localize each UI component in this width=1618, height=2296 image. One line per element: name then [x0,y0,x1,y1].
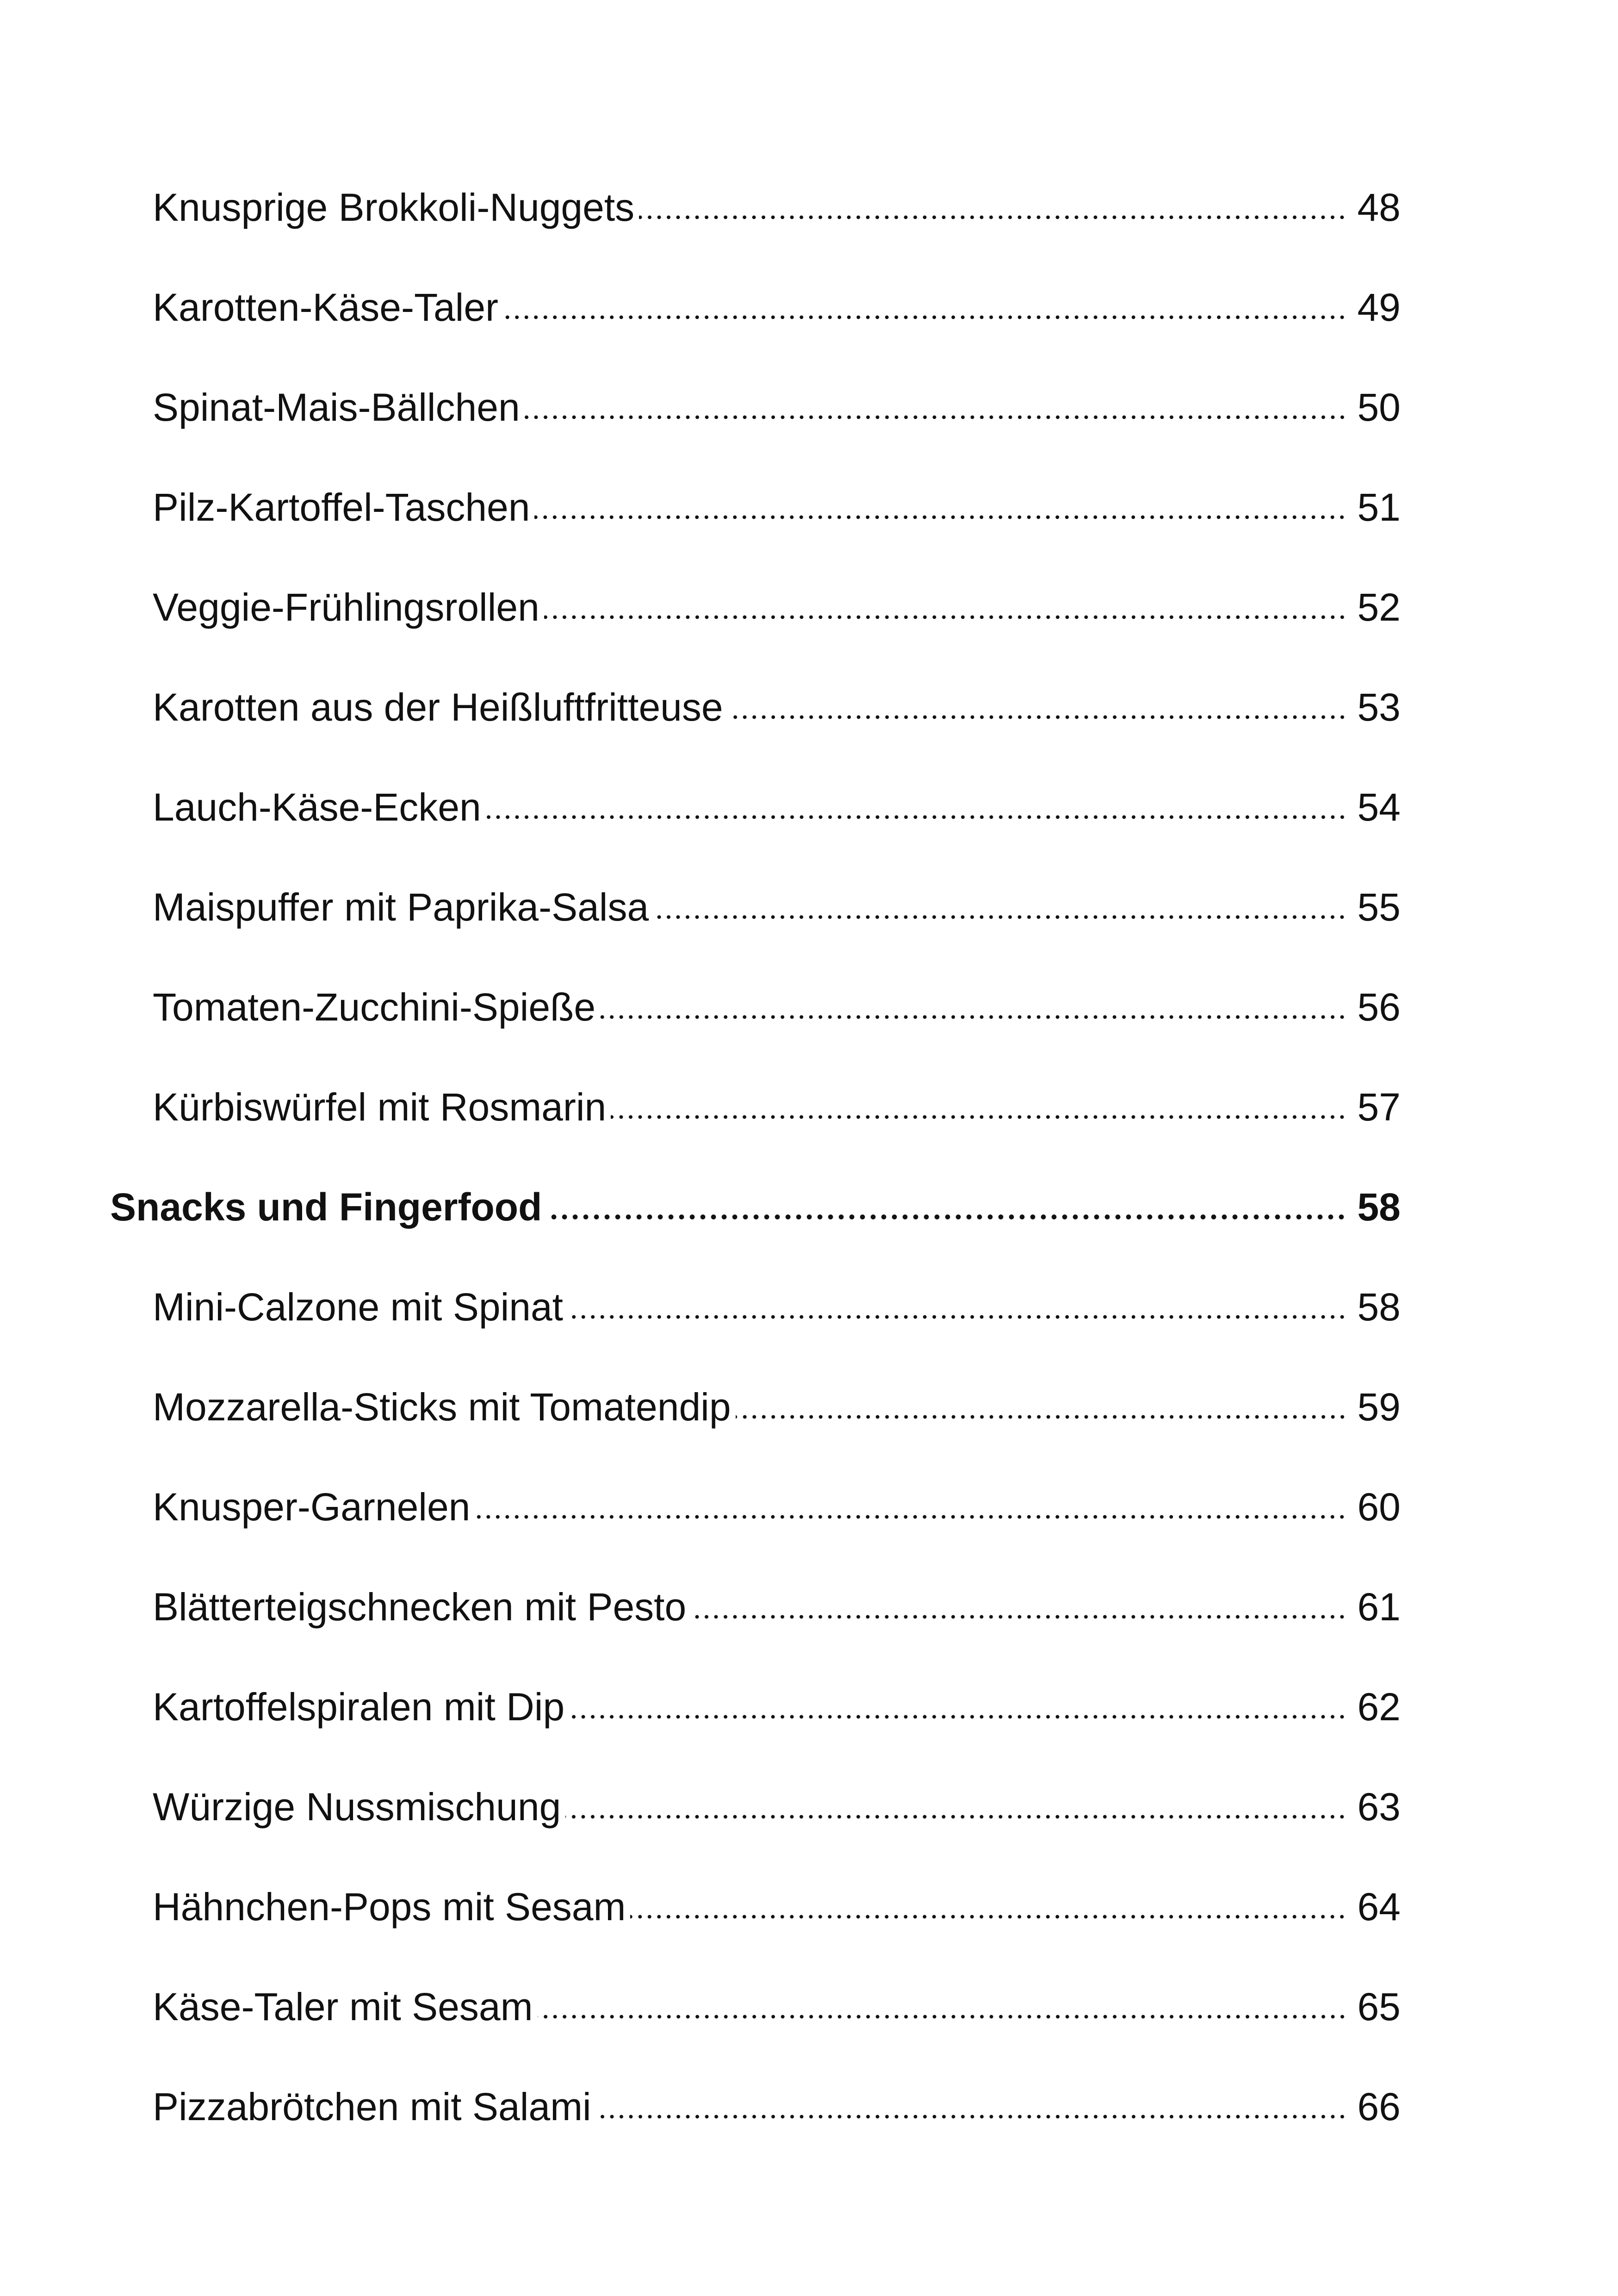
toc-page-number: 57 [1351,1088,1401,1126]
toc-page-number: 64 [1351,1887,1401,1926]
toc-entry-title: Tomaten-Zucchini-Spieße [153,985,596,1029]
toc-dot-leader [569,1657,1347,1757]
toc-entry-title: Karotten-Käse-Taler [153,286,499,329]
toc-entry [0,1857,1618,1957]
toc-entry-title: Pilz-Kartoffel-Taschen [153,485,530,529]
toc-entry-title: Karotten aus der Heißluftfritteuse [153,685,723,729]
toc-entry [0,2057,1618,2157]
toc-entry [0,1257,1618,1357]
toc-page-number: 54 [1351,788,1401,827]
toc-page-number: 51 [1351,488,1401,527]
toc-entry [0,1657,1618,1757]
toc-page-number: 55 [1351,888,1401,927]
toc-page-number: 49 [1351,288,1401,327]
toc-entry-title: Snacks und Fingerfood [110,1185,542,1229]
toc-dot-leader [546,1157,1347,1257]
toc-page-number: 52 [1351,588,1401,627]
table-of-contents [0,157,1618,2157]
toc-page-number: 48 [1351,188,1401,227]
toc-entry-title: Kartoffelspiralen mit Dip [153,1685,565,1729]
toc-dot-leader [596,2057,1347,2157]
toc-dot-leader [525,357,1347,457]
toc-page-number: 63 [1351,1787,1401,1826]
toc-entry-title: Veggie-Frühlingsrollen [153,585,539,629]
toc-entry-title: Mozzarella-Sticks mit Tomatendip [153,1385,731,1429]
toc-entry-title: Hähnchen-Pops mit Sesam [153,1885,626,1929]
toc-entry [0,557,1618,657]
toc-dot-leader [653,857,1347,957]
toc-page-number: 61 [1351,1587,1401,1626]
toc-dot-leader [639,157,1347,257]
toc-entry [0,157,1618,257]
toc-entry [0,957,1618,1057]
toc-page-number: 58 [1351,1288,1401,1326]
toc-entry [0,1557,1618,1657]
toc-dot-leader [538,1957,1347,2057]
toc-page-number: 56 [1351,988,1401,1027]
toc-dot-leader [728,657,1347,757]
toc-dot-leader [691,1557,1347,1657]
toc-entry [0,657,1618,757]
toc-dot-leader [600,957,1347,1057]
toc-entry [0,357,1618,457]
toc-section-heading [0,1157,1618,1257]
toc-entry-title: Mini-Calzone mit Spinat [153,1285,564,1329]
toc-page-number: 58 [1351,1188,1401,1226]
toc-entry [0,457,1618,557]
toc-entry [0,257,1618,357]
toc-entry-title: Würzige Nussmischung [153,1785,561,1829]
toc-entry-title: Pizzabrötchen mit Salami [153,2085,591,2128]
toc-entry-title: Spinat-Mais-Bällchen [153,386,520,429]
toc-entry [0,757,1618,857]
toc-dot-leader [503,257,1347,357]
toc-dot-leader [630,1857,1347,1957]
toc-entry-title: Lauch-Käse-Ecken [153,785,481,829]
toc-page-number: 66 [1351,2087,1401,2126]
toc-page-number: 65 [1351,1987,1401,2026]
toc-entry [0,1757,1618,1857]
toc-dot-leader [475,1457,1347,1557]
toc-dot-leader [611,1057,1347,1157]
toc-page-number: 60 [1351,1487,1401,1526]
toc-dot-leader [486,757,1347,857]
toc-dot-leader [568,1257,1347,1357]
toc-entry-title: Kürbiswürfel mit Rosmarin [153,1085,607,1129]
toc-entry-title: Knusprige Brokkoli-Nuggets [153,186,635,229]
toc-entry-title: Knusper-Garnelen [153,1485,471,1529]
toc-entry-title: Maispuffer mit Paprika-Salsa [153,885,649,929]
toc-page-number: 50 [1351,388,1401,427]
toc-page-number: 53 [1351,688,1401,727]
toc-entry-title: Käse-Taler mit Sesam [153,1985,533,2028]
toc-entry [0,857,1618,957]
toc-page-number: 59 [1351,1388,1401,1426]
toc-entry-title: Blätterteigschnecken mit Pesto [153,1585,687,1629]
toc-entry [0,1357,1618,1457]
toc-entry [0,1457,1618,1557]
toc-entry [0,1057,1618,1157]
toc-dot-leader [534,457,1347,557]
toc-page-number: 62 [1351,1687,1401,1726]
toc-dot-leader [565,1757,1347,1857]
toc-dot-leader [736,1357,1347,1457]
toc-dot-leader [544,557,1347,657]
toc-entry [0,1957,1618,2057]
